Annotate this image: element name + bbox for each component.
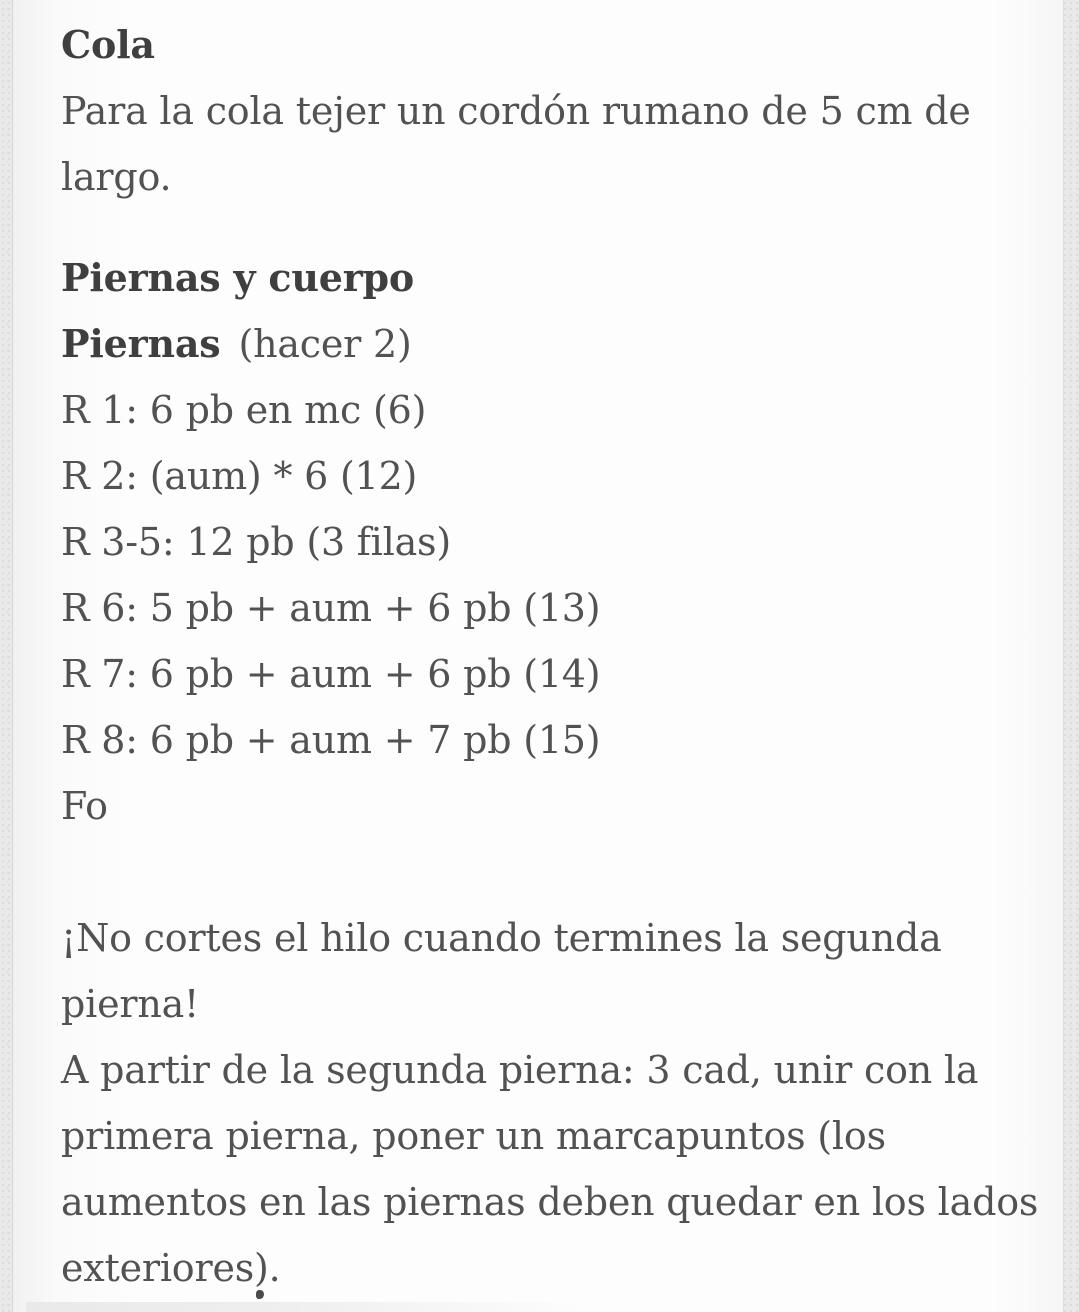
- legs-subheading: [61, 311, 1013, 377]
- round-instruction-line: R 6: 5 pb + aum + 6 pb (13): [61, 586, 601, 630]
- tail-paragraph: [61, 78, 1013, 210]
- legs-subheading-count: (hacer 2): [238, 322, 412, 366]
- section-heading-cola: Cola: [61, 22, 155, 67]
- pattern-document: [13, 0, 1063, 1301]
- round-instruction-line: R 7: 6 pb + aum + 6 pb (14): [61, 652, 601, 696]
- legs-note-paragraph: [61, 905, 1039, 1301]
- content-card: [12, 0, 1064, 1312]
- rounds-list: [61, 377, 1013, 839]
- note-line: ¡No cortes el hilo cuando termines la segunda: [61, 916, 942, 960]
- round-instruction-line: Fo: [61, 784, 108, 828]
- section-legs-body: [61, 245, 1013, 839]
- tail-paragraph-line: Para la cola tejer un cordón rumano de 5 cm de: [61, 89, 971, 133]
- tail-paragraph-line: largo.: [61, 155, 172, 199]
- round-instruction-line: R 8: 6 pb + aum + 7 pb (15): [61, 718, 601, 762]
- card-bottom-shade: [26, 1302, 616, 1312]
- legs-subheading-bold: Piernas: [61, 321, 221, 366]
- note-line: exteriores).: [61, 1246, 281, 1290]
- round-instruction-line: R 3-5: 12 pb (3 filas): [61, 520, 451, 564]
- round-instruction-line: R 1: 6 pb en mc (6): [61, 388, 427, 432]
- section-tail: [61, 12, 1013, 210]
- note-line: primera pierna, poner un marcapuntos (los: [61, 1114, 886, 1158]
- round-instruction-line: R 2: (aum) * 6 (12): [61, 454, 418, 498]
- note-line: pierna!: [61, 982, 200, 1026]
- section-heading-piernas-cuerpo: Piernas y cuerpo: [61, 255, 415, 300]
- note-line: A partir de la segunda pierna: 3 cad, unir con la: [61, 1048, 979, 1092]
- note-line: aumentos en las piernas deben quedar en los lados: [61, 1180, 1039, 1224]
